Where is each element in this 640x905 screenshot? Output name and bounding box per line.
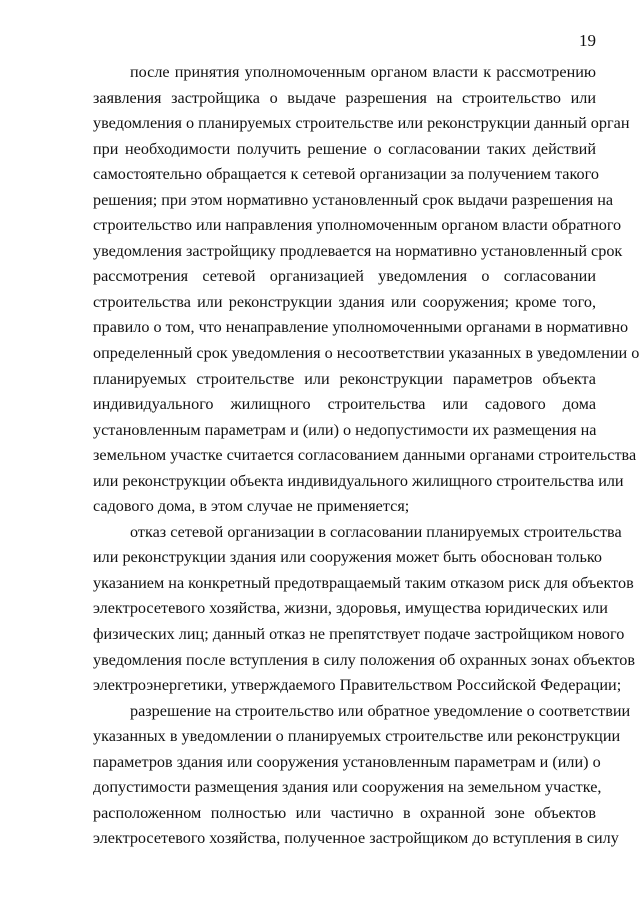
text-line: уведомления застройщику продлевается на нормативно установленный срок xyxy=(93,241,623,260)
document-body xyxy=(93,60,640,852)
text-line: электросетевого хозяйства, полученное застройщиком до вступления в силу xyxy=(93,829,619,848)
text-line: установленным параметрам и (или) о недопустимости их размещения на xyxy=(93,420,597,439)
text-line: указанных в уведомлении о планируемых строительстве или реконструкции xyxy=(93,727,621,746)
text-line: строительства или реконструкции здания или сооружения; кроме того, xyxy=(93,292,596,311)
text-line: индивидуального жилищного строительства или садового дома xyxy=(93,395,596,414)
text-line: правило о том, что ненаправление уполномоченными органами в нормативно xyxy=(93,318,629,337)
text-line: уведомления после вступления в силу положения об охранных зонах объектов xyxy=(93,650,635,669)
text-line: после принятия уполномоченным органом власти к рассмотрению xyxy=(130,63,596,81)
text-line: заявления застройщика о выдаче разрешения на строительство или xyxy=(93,88,596,107)
text-line: допустимости размещения здания или сооружения на земельном участке, xyxy=(93,778,602,797)
text-line: уведомления о планируемых строительстве или реконструкции данный орган xyxy=(93,114,630,133)
text-line: строительство или направления уполномоченным органом власти обратного xyxy=(93,216,622,235)
text-line: при необходимости получить решение о согласовании таких действий xyxy=(93,139,596,158)
text-line: электросетевого хозяйства, жизни, здоровья, имущества юридических или xyxy=(93,599,608,618)
text-line: садового дома, в этом случае не применяется; xyxy=(93,497,410,516)
text-line: или реконструкции здания или сооружения может быть обоснован только xyxy=(93,548,603,567)
text-line: определенный срок уведомления о несоответствии указанных в уведомлении о xyxy=(93,344,640,363)
text-line: самостоятельно обращается к сетевой организации за получением такого xyxy=(93,165,599,184)
text-line: земельном участке считается согласованием данными органами строительства xyxy=(93,446,637,465)
paragraph-3 xyxy=(93,699,631,852)
text-line: рассмотрения сетевой организацией уведомления о согласовании xyxy=(93,267,596,286)
text-line: или реконструкции объекта индивидуального жилищного строительства или xyxy=(93,471,624,490)
text-line: решения; при этом нормативно установленный срок выдачи разрешения на xyxy=(93,190,614,209)
text-line: указанием на конкретный предотвращаемый таким отказом риск для объектов xyxy=(93,573,634,592)
text-line: отказ сетевой организации в согласовании планируемых строительства xyxy=(130,522,622,541)
page-number: 19 xyxy=(579,31,596,50)
text-line: параметров здания или сооружения установленным параметрам и (или) о xyxy=(93,752,601,771)
paragraph-1 xyxy=(93,60,640,520)
paragraph-2 xyxy=(93,520,635,699)
text-line: планируемых строительстве или реконструкции параметров объекта xyxy=(93,369,596,388)
text-line: физических лиц; данный отказ не препятствует подаче застройщиком нового xyxy=(93,625,625,644)
text-line: расположенном полностью или частично в охранной зоне объектов xyxy=(93,803,596,822)
text-line: электроэнергетики, утверждаемого Правительством Российской Федерации; xyxy=(93,676,622,695)
text-line: разрешение на строительство или обратное уведомление о соответствии xyxy=(130,701,631,720)
